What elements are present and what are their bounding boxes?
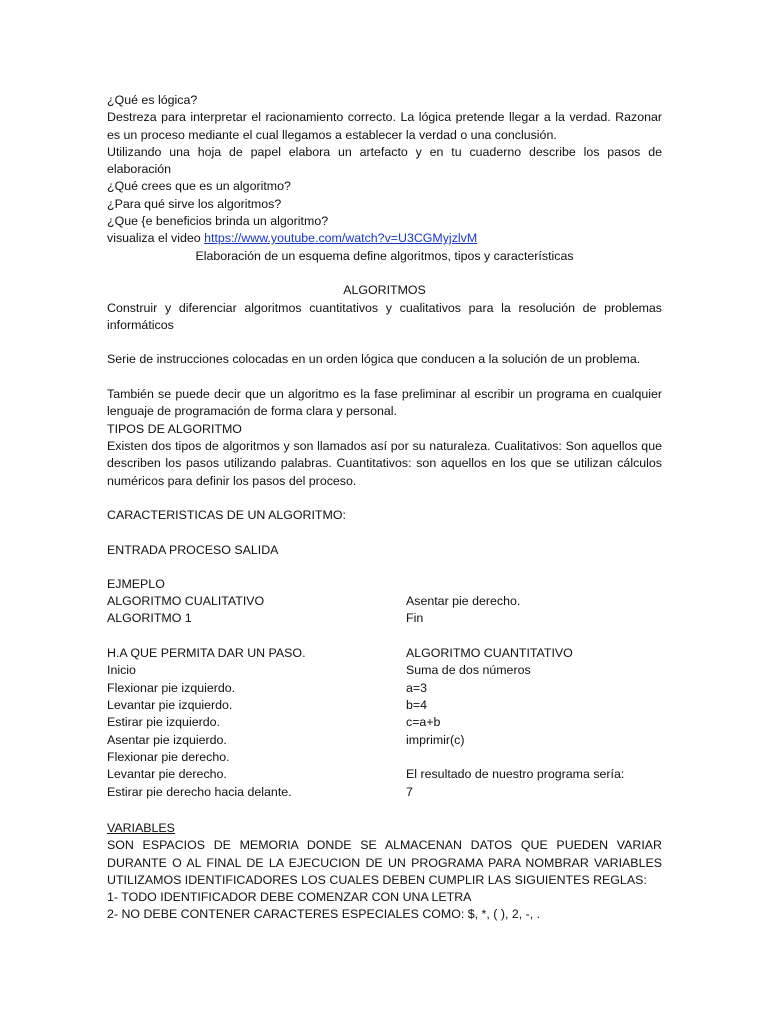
- left-line: Estirar pie izquierdo.: [107, 715, 220, 729]
- scheme-instruction: Elaboración de un esquema define algoritmos, tipos y características: [195, 248, 574, 263]
- question-algorithm: ¿Qué crees que es un algoritmo?: [107, 179, 291, 194]
- activity-instruction: Utilizando una hoja de papel elabora un artefacto y en tu cuaderno describe los pasos de elaboración: [107, 144, 662, 177]
- right-line: Fin: [406, 611, 424, 625]
- spacer: [107, 265, 662, 282]
- document-body: [107, 92, 662, 594]
- right-line: Asentar pie derecho.: [406, 594, 521, 608]
- right-line: ALGORITMO CUANTITATIVO: [406, 646, 573, 660]
- objective-text: Construir y diferenciar algoritmos cuantitativos y cualitativos para la resolución de problemas informáticos: [107, 300, 662, 332]
- left-line: ALGORITMO 1: [107, 611, 192, 625]
- spacer: [107, 559, 662, 576]
- spacer: [107, 524, 662, 541]
- variables-heading: VARIABLES: [107, 821, 175, 835]
- right-line: Suma de dos números: [406, 663, 531, 677]
- left-line: Flexionar pie derecho.: [107, 750, 230, 764]
- video-link[interactable]: https://www.youtube.com/watch?v=U3CGMyjzlvM: [204, 231, 478, 246]
- left-line: Levantar pie izquierdo.: [107, 698, 233, 712]
- section-title-algoritmos: ALGORITMOS: [343, 283, 426, 298]
- rule-1: 1- TODO IDENTIFICADOR DEBE COMENZAR CON UNA LETRA: [107, 890, 472, 905]
- question-logic: ¿Qué es lógica?: [107, 93, 198, 107]
- rule-2: 2- NO DEBE CONTENER CARACTERES ESPECIALES COMO: $, *, ( ), 2, -, .: [107, 907, 541, 922]
- input-process-output: ENTRADA PROCESO SALIDA: [107, 542, 279, 557]
- video-prefix: visualiza el video: [107, 231, 205, 246]
- right-line: a=3: [406, 681, 428, 695]
- left-line: Levantar pie derecho.: [107, 767, 227, 781]
- left-line: H.A QUE PERMITA DAR UN PASO.: [107, 646, 306, 660]
- right-line: c=a+b: [406, 715, 441, 729]
- right-line: El resultado de nuestro programa sería:: [406, 767, 625, 781]
- left-line: Flexionar pie izquierdo.: [107, 681, 236, 695]
- right-line: 7: [406, 785, 413, 799]
- spacer: [107, 369, 662, 386]
- left-line: Estirar pie derecho hacia delante.: [107, 785, 292, 799]
- algorithm-alt-definition: También se puede decir que un algoritmo es la fase preliminar al escribir un programa en cualquier lenguaje de programación de forma clara y personal.: [107, 387, 662, 419]
- variables-text: SON ESPACIOS DE MEMORIA DONDE SE ALMACENAN DATOS QUE PUEDEN VARIAR DURANTE O AL FINAL DE LA EJECUCION DE UN PROGRAMA PARA NOMBRAR VARIABLES UTILIZAMOS IDENTIFICADORES LOS CUALES DEBEN CUMPLIR LAS SIGUIENTES REGLAS:: [107, 838, 662, 887]
- spacer: [107, 334, 662, 351]
- question-benefits: ¿Que {e beneficios brinda un algoritmo?: [107, 214, 329, 229]
- spacer: [107, 490, 662, 507]
- left-line: Inicio: [107, 663, 136, 677]
- right-line: imprimir(c): [406, 733, 465, 747]
- types-heading: TIPOS DE ALGORITMO: [107, 421, 242, 436]
- left-line: Asentar pie izquierdo.: [107, 733, 227, 747]
- question-purpose: ¿Para qué sirve los algoritmos?: [107, 196, 282, 211]
- right-line: b=4: [406, 698, 428, 712]
- left-line: ALGORITMO CUALITATIVO: [107, 594, 265, 608]
- logic-definition: Destreza para interpretar el racionamiento correcto. La lógica pretende llegar a la verdad. Razonar es un proceso mediante el cual llegamos a establecer la verdad o una conclusión.: [107, 110, 662, 142]
- types-text: Existen dos tipos de algoritmos y son llamados así por su naturaleza. Cualitativos: Son aquellos que describen los pasos utilizando palabras. Cuantitativos: son aquellos en los que se utilizan cálculos numéricos para definir los pasos del proceso.: [107, 438, 662, 488]
- characteristics-heading: CARACTERISTICAS DE UN ALGORITMO:: [107, 508, 346, 523]
- variables-section: [107, 820, 662, 924]
- algorithm-definition: Serie de instrucciones colocadas en un orden lógica que conducen a la solución de un problema.: [107, 352, 641, 367]
- example-heading: EJMEPLO: [107, 577, 165, 592]
- video-line: [107, 230, 662, 247]
